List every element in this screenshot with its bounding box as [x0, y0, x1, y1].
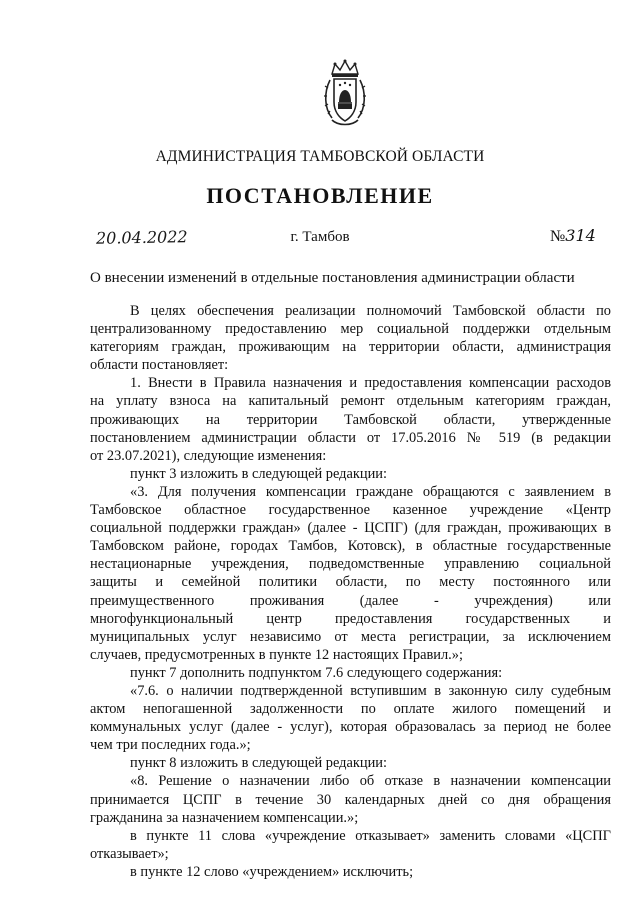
body-line: Тамбовском районе, городах Тамбов, Котовск), в областные государственные [90, 538, 611, 555]
body-line: гражданина за назначением компенсации.»; [90, 809, 359, 826]
body-line: «3. Для получения компенсации граждане обращаются с заявлением в [130, 483, 611, 500]
body-line: отказывает»; [90, 845, 169, 862]
body-line: социальной поддержки граждан» (далее - ЦСПГ) (для граждан, проживающих в [90, 520, 611, 537]
body-line: пункт 7 дополнить подпунктом 7.6 следующего содержания: [130, 664, 503, 681]
document-date: 20.04.2022 [95, 227, 188, 248]
body-line: от 23.07.2021), следующие изменения: [90, 447, 327, 464]
body-line: пункт 3 изложить в следующей редакции: [130, 465, 387, 482]
body-line: категориям граждан, проживающим на территории области, администрация [90, 339, 611, 356]
body-line: в пункте 12 слово «учреждением» исключить; [130, 863, 414, 880]
body-line: «7.6. о наличии подтвержденной вступившим в законную силу судебным [130, 682, 611, 699]
coat-of-arms-icon [322, 58, 368, 130]
number-value: 314 [565, 226, 596, 245]
body-line: многофункциональный центр предоставления государственных и [90, 610, 611, 627]
document-number [550, 226, 596, 246]
body-line: актом непогашенной задолженности по оплате жилого помещений и [90, 701, 611, 718]
body-line: в пункте 11 слова «учреждение отказывает» заменить словами «ЦСПГ [130, 827, 611, 844]
body-line: чем три последних года.»; [90, 737, 251, 754]
body-line: преимущественного проживания (далее - учреждения) или [90, 592, 611, 609]
body-line: постановлением администрации области от 17.05.2016 № 519 (в редакции [90, 429, 611, 446]
document-type: ПОСТАНОВЛЕНИЕ [206, 183, 434, 208]
body-line: принимается ЦСПГ в течение 30 календарных дней со дня обращения [90, 791, 611, 808]
document-subject: О внесении изменений в отдельные постановления администрации области [90, 270, 575, 286]
body-line: централизованному предоставлению мер социальной поддержки отдельным [90, 321, 611, 338]
body-line: коммунальных услуг (далее - услуг), которая образовалась за период не более [90, 719, 611, 736]
body-line: 1. Внести в Правила назначения и предоставления компенсации расходов [130, 375, 611, 392]
body-line: защиты и семейной политики области, по месту постоянного или [90, 574, 611, 591]
body-line: области постановляет: [90, 357, 229, 374]
number-prefix: № [550, 228, 566, 245]
body-line: «8. Решение о назначении либо об отказе в назначении компенсации [130, 773, 611, 790]
document-body [90, 302, 611, 881]
body-line: муниципальных услуг независимо от места регистрации, за исключением [90, 628, 611, 645]
body-line: на уплату взноса на капитальный ремонт отдельным категориям граждан, [90, 393, 611, 410]
body-line: проживающих на территории Тамбовской области, утвержденные [90, 411, 611, 428]
body-line: нестационарные учреждения, подведомственные управлению социальной [90, 556, 611, 573]
document-city: г. Тамбов [290, 229, 350, 245]
organization-name: АДМИНИСТРАЦИЯ ТАМБОВСКОЙ ОБЛАСТИ [155, 148, 485, 165]
body-line: случаев, предусмотренных в пункте 12 настоящих Правил.»; [90, 646, 463, 663]
body-line: Тамбовское областное государственное казенное учреждение «Центр [90, 502, 611, 519]
body-line: В целях обеспечения реализации полномочий Тамбовской области по [130, 303, 611, 319]
body-line: пункт 8 изложить в следующей редакции: [130, 755, 387, 772]
